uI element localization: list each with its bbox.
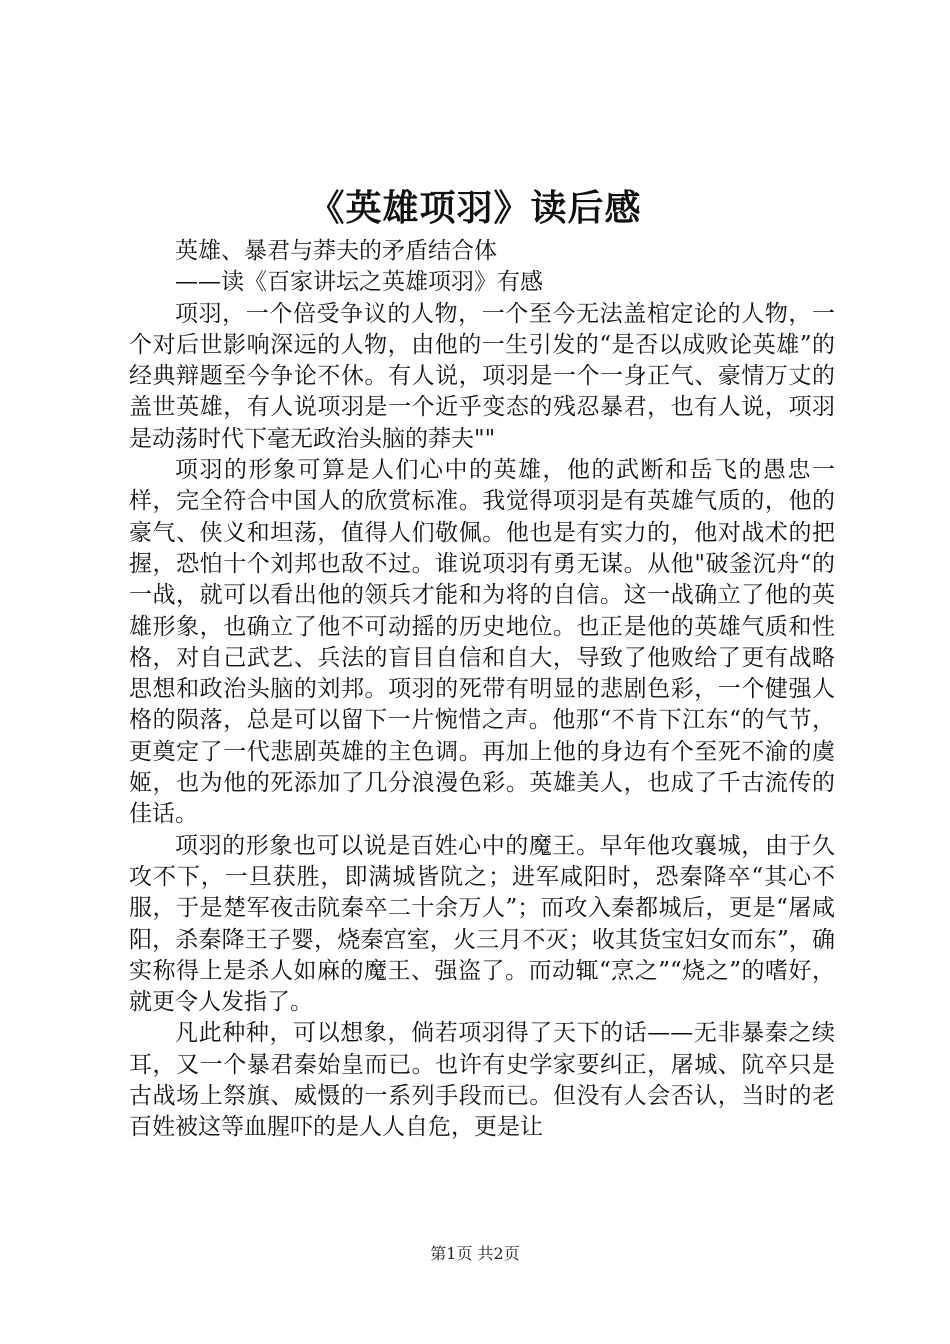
paragraph: 项羽的形象也可以说是百姓心中的魔王。早年他攻襄城，由于久攻不下，一旦获胜，即满城皆阬之；进军咸阳时，恐秦降卒“其心不服，于是楚军夜击阬秦卒二十余万人”；而攻入秦都城后，更是“屠咸阳，杀秦降王子婴，烧秦宫室，火三月不灭；收其货宝妇女而东”，确实称得上是杀人如麻的魔王、强盗了。而动辄“烹之”“烧之”的嗜好，就更令人发指了。 [129, 832, 835, 1016]
paragraph: 项羽的形象可算是人们心中的英雄，他的武断和岳飞的愚忠一样，完全符合中国人的欣赏标准。我觉得项羽是有英雄气质的，他的豪气、侠义和坦荡，值得人们敬佩。他也是有实力的，他对战术的把握，恐怕十个刘邦也敌不过。谁说项羽有勇无谋。从他"破釜沉舟“的一战，就可以看出他的领兵才能和为将的自信。这一战确立了他的英雄形象，也确立了他不可动摇的历史地位。也正是他的英雄气质和性格，对自己武艺、兵法的盲目自信和自大，导致了他败给了更有战略思想和政治头脑的刘邦。项羽的死带有明显的悲剧色彩，一个健强人格的陨落，总是可以留下一片惋惜之声。他那“不肯下江东“的气节，更奠定了一代悲剧英雄的主色调。再加上他的身边有个至死不渝的虞姬，也为他的死添加了几分浪漫色彩。英雄美人，也成了千古流传的佳话。 [129, 457, 835, 828]
paragraph: 凡此种种，可以想象，倘若项羽得了天下的话——无非暴秦之续耳，又一个暴君秦始皇而已。也许有史学家要纠正，屠城、阬卒只是古战场上祭旗、威慑的一系列手段而已。但没有人会否认，当时的老百姓被这等血腥吓的是人人自危，更是让 [129, 1020, 835, 1141]
document-body [129, 236, 835, 1144]
subtitle-source: ——读《百家讲坛之英雄项羽》有感 [175, 269, 543, 296]
subtitle: 英雄、暴君与莽夫的矛盾结合体 [175, 238, 497, 264]
document-title: 《英雄项羽》读后感 [308, 187, 642, 229]
page-number: 第1页 共2页 [430, 1244, 520, 1263]
paragraph: 项羽，一个倍受争议的人物，一个至今无法盖棺定论的人物，一个对后世影响深远的人物，由他的一生引发的“是否以成败论英雄”的经典辩题至今争论不休。有人说，项羽是一个一身正气、豪情万丈的盖世英雄，有人说项羽是一个近乎变态的残忍暴君，也有人说，项羽是动荡时代下毫无政治头脑的莽夫"" [129, 300, 835, 452]
